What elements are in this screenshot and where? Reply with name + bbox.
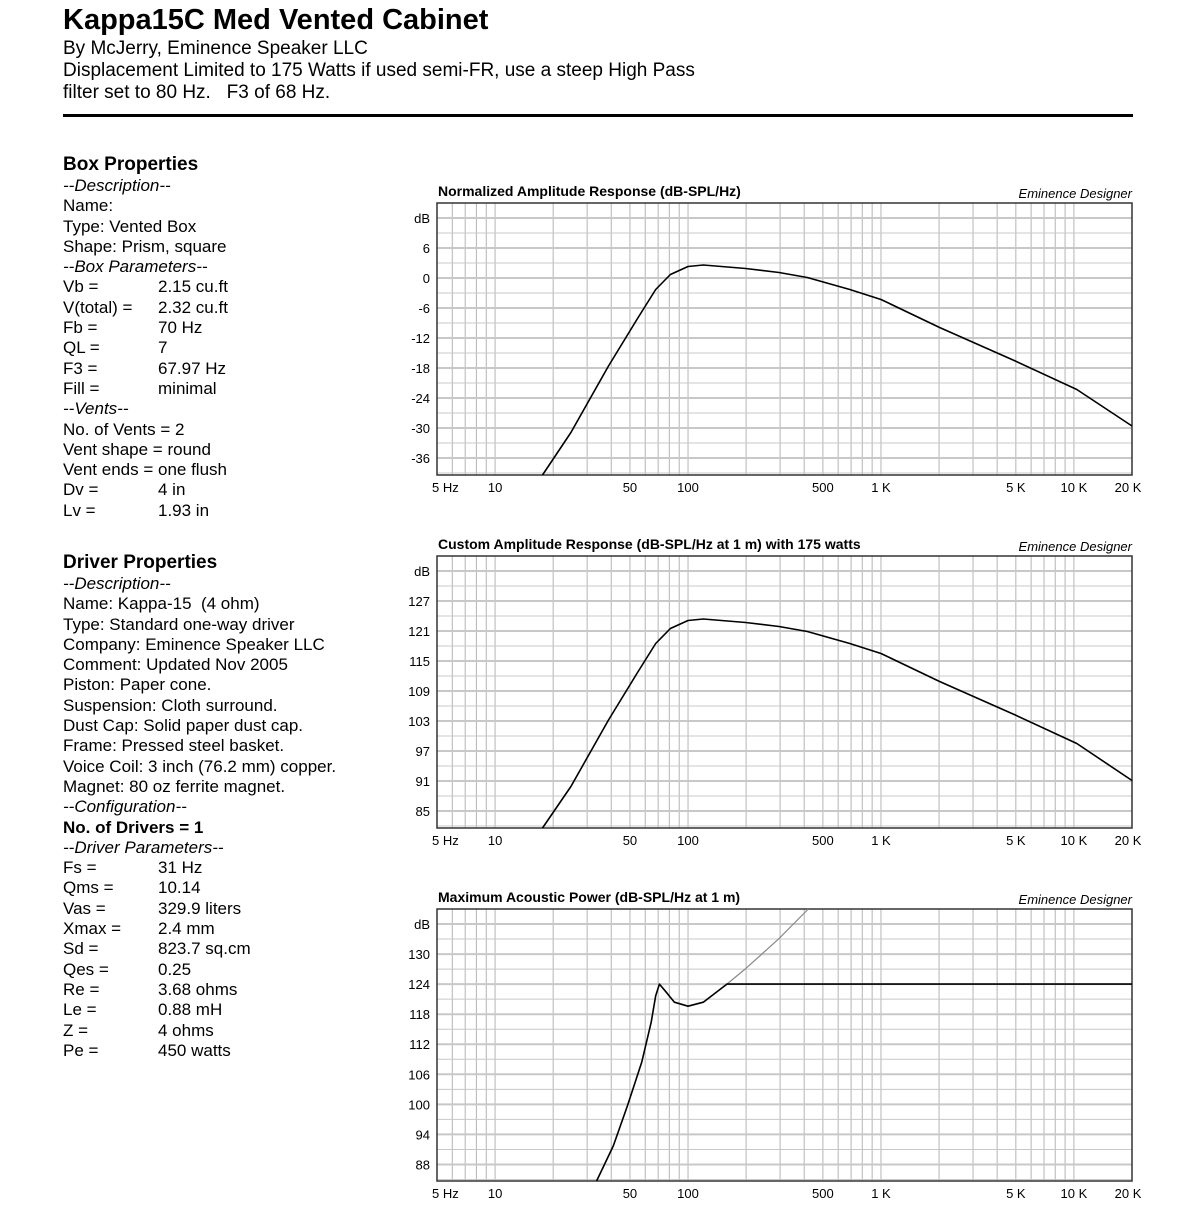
property-label: Vent shape = round [63, 439, 211, 459]
document-title: Kappa15C Med Vented Cabinet [63, 4, 489, 36]
property-label: Name: Kappa-15 (4 ohm) [63, 594, 260, 614]
x-tick-label: 20 K [1114, 833, 1142, 848]
property-line [63, 594, 383, 614]
property-line [63, 696, 383, 716]
property-value: 3.68 ohms [158, 979, 238, 999]
y-tick-label: -6 [418, 301, 430, 316]
property-label: Fill = [63, 378, 100, 398]
y-tick-label: 109 [408, 684, 430, 699]
property-line [63, 615, 383, 635]
x-tick-label: 100 [677, 1186, 699, 1201]
y-tick-label: 85 [415, 804, 430, 819]
chart-title: Normalized Amplitude Response (dB-SPL/Hz) [438, 183, 741, 199]
property-value: 0.88 mH [158, 1000, 223, 1020]
property-row [63, 298, 383, 318]
property-label: Frame: Pressed steel basket. [63, 736, 285, 756]
x-tick-label: 10 K [1060, 480, 1088, 495]
property-value: 2.32 cu.ft [158, 297, 228, 317]
custom-amplitude-chart [400, 526, 1145, 856]
x-tick-label: 500 [812, 833, 834, 848]
property-label: Sd = [63, 939, 99, 959]
x-tick-label: 500 [812, 1186, 834, 1201]
x-tick-label: 5 K [1006, 833, 1026, 848]
property-label: Fs = [63, 858, 97, 878]
y-tick-label: 91 [415, 774, 430, 789]
property-label: --Description-- [63, 176, 171, 195]
property-label: Magnet: 80 oz ferrite magnet. [63, 776, 286, 796]
property-value: 7 [158, 338, 168, 358]
property-label: --Configuration-- [63, 797, 187, 817]
property-row [63, 359, 383, 379]
subsection-label [63, 574, 383, 594]
y-tick-label: 106 [408, 1067, 430, 1083]
property-value: 823.7 sq.cm [158, 939, 251, 959]
subsection-label [63, 838, 383, 858]
property-label: Voice Coil: 3 inch (76.2 mm) copper. [63, 756, 337, 776]
x-tick-label: 5 K [1006, 1186, 1026, 1201]
property-label: Name: [63, 196, 114, 216]
box-properties-section [63, 154, 383, 521]
x-tick-label: 50 [622, 1186, 638, 1201]
property-value: 31 Hz [158, 858, 203, 878]
property-row [63, 379, 383, 399]
property-line [63, 818, 383, 838]
property-label: Piston: Paper cone. [63, 675, 212, 695]
subtitle-author: By McJerry, Eminence Speaker LLC [63, 38, 368, 59]
y-tick-label: dB [414, 917, 430, 933]
property-line [63, 420, 383, 440]
property-row [63, 960, 383, 980]
property-label: --Driver Parameters-- [63, 837, 224, 857]
property-label: No. of Vents = 2 [63, 419, 185, 439]
y-tick-label: 115 [409, 654, 430, 669]
chart-title: Maximum Acoustic Power (dB-SPL/Hz at 1 m) [438, 889, 741, 905]
x-tick-label: 10 [487, 480, 503, 495]
property-label: Xmax = [63, 919, 122, 939]
property-line [63, 736, 383, 756]
property-label: Re = [63, 979, 100, 999]
property-label: --Vents-- [63, 399, 129, 419]
property-label: --Box Parameters-- [63, 257, 208, 277]
property-row [63, 277, 383, 297]
property-row [63, 318, 383, 338]
property-label: --Description-- [63, 574, 171, 593]
property-label: Z = [63, 1020, 89, 1040]
y-tick-label: -36 [411, 451, 430, 466]
property-line [63, 196, 383, 216]
x-tick-label: 50 [622, 480, 638, 495]
subsection-label [63, 797, 383, 817]
x-tick-label: 50 [622, 833, 638, 848]
property-line [63, 217, 383, 237]
y-tick-label: -24 [411, 391, 430, 406]
x-tick-label: 1 K [871, 1186, 891, 1201]
driver-properties-section [63, 552, 383, 1061]
property-label: Shape: Prism, square [63, 236, 227, 256]
x-tick-label: 100 [677, 480, 699, 495]
chart-title: Custom Amplitude Response (dB-SPL/Hz at 1 m) with 175 watts [438, 536, 861, 552]
property-line [63, 777, 383, 797]
y-tick-label: -30 [411, 421, 430, 436]
property-label: Vb = [63, 277, 99, 297]
y-tick-label: 124 [408, 977, 430, 993]
property-label: Suspension: Cloth surround. [63, 695, 278, 715]
y-tick-label: 118 [409, 1007, 430, 1023]
property-row [63, 858, 383, 878]
property-value: 10.14 [158, 878, 201, 898]
property-line [63, 440, 383, 460]
x-tick-label: 1 K [871, 833, 891, 848]
x-tick-label: 1 K [871, 480, 891, 495]
property-value: 450 watts [158, 1040, 231, 1060]
y-tick-label: 103 [408, 714, 430, 729]
y-tick-label: 121 [408, 624, 430, 639]
chart-credit: Eminence Designer [1018, 539, 1132, 554]
property-row [63, 919, 383, 939]
subsection-label [63, 399, 383, 419]
x-tick-label: 5 Hz [432, 480, 459, 495]
property-label: Comment: Updated Nov 2005 [63, 655, 288, 675]
x-tick-label: 20 K [1114, 1186, 1142, 1201]
subtitle-note-2: filter set to 80 Hz. F3 of 68 Hz. [63, 82, 331, 103]
property-label: Lv = [63, 500, 96, 520]
property-label: Dust Cap: Solid paper dust cap. [63, 716, 304, 736]
x-tick-label: 500 [812, 480, 834, 495]
y-tick-label: -12 [411, 331, 430, 346]
y-tick-label: 97 [415, 744, 430, 759]
property-row [63, 980, 383, 1000]
property-line [63, 460, 383, 480]
property-row [63, 1021, 383, 1041]
property-label: Company: Eminence Speaker LLC [63, 634, 325, 654]
x-tick-label: 20 K [1114, 480, 1142, 495]
property-value: 67.97 Hz [158, 358, 227, 378]
y-tick-label: 94 [415, 1127, 430, 1143]
property-row [63, 501, 383, 521]
x-tick-label: 10 K [1060, 1186, 1088, 1201]
property-line [63, 757, 383, 777]
property-row [63, 1000, 383, 1020]
driver-properties-heading: Driver Properties [63, 552, 218, 573]
property-label: Fb = [63, 318, 98, 338]
property-label: V(total) = [63, 297, 133, 317]
chart-credit: Eminence Designer [1018, 186, 1132, 201]
property-row [63, 899, 383, 919]
property-label: Pe = [63, 1040, 99, 1060]
property-value: 4 ohms [158, 1020, 214, 1040]
property-value: 329.9 liters [158, 898, 242, 918]
subsection-label [63, 257, 383, 277]
property-line [63, 237, 383, 257]
property-value: 2.15 cu.ft [158, 277, 228, 297]
y-tick-label: 127 [408, 594, 430, 609]
header-divider [63, 114, 1133, 117]
property-line [63, 716, 383, 736]
property-label: Qes = [63, 959, 109, 979]
property-label: Type: Vented Box [63, 216, 197, 236]
property-label: QL = [63, 338, 100, 358]
property-value: 0.25 [158, 959, 192, 979]
x-tick-label: 5 Hz [432, 833, 459, 848]
y-tick-label: dB [414, 564, 430, 579]
property-row [63, 338, 383, 358]
property-row [63, 480, 383, 500]
x-tick-label: 10 [487, 833, 503, 848]
chart-credit: Eminence Designer [1018, 892, 1132, 907]
property-line [63, 675, 383, 695]
property-row [63, 1041, 383, 1061]
property-value: 2.4 mm [158, 919, 215, 939]
y-tick-label: dB [414, 211, 430, 226]
x-tick-label: 5 K [1006, 480, 1026, 495]
x-tick-label: 10 K [1060, 833, 1088, 848]
y-tick-label: 6 [422, 241, 430, 256]
y-tick-label: 100 [408, 1097, 430, 1113]
subtitle-note-1: Displacement Limited to 175 Watts if used semi-FR, use a steep High Pass [63, 60, 695, 81]
property-value: minimal [158, 378, 217, 398]
property-label: F3 = [63, 358, 98, 378]
property-label: Vas = [63, 898, 106, 918]
property-label: Vent ends = one flush [63, 460, 227, 480]
property-value: 4 in [158, 480, 186, 500]
property-label: Type: Standard one-way driver [63, 614, 295, 634]
subsection-label [63, 176, 383, 196]
max-acoustic-power-chart [400, 879, 1145, 1209]
y-tick-label: 88 [415, 1157, 430, 1173]
property-value: 70 Hz [158, 318, 203, 338]
y-tick-label: 130 [408, 947, 430, 963]
x-tick-label: 5 Hz [432, 1186, 459, 1201]
y-tick-label: -18 [411, 361, 430, 376]
x-tick-label: 10 [487, 1186, 503, 1201]
property-value: 1.93 in [158, 500, 210, 520]
property-label: Le = [63, 1000, 97, 1020]
normalized-amplitude-chart [400, 173, 1145, 503]
property-line [63, 655, 383, 675]
property-line [63, 635, 383, 655]
property-label: Dv = [63, 480, 99, 500]
x-tick-label: 100 [677, 833, 699, 848]
property-label: No. of Drivers = 1 [63, 817, 204, 837]
series-line-excursion-limit [727, 909, 808, 984]
property-row [63, 878, 383, 898]
y-tick-label: 0 [422, 271, 430, 286]
property-label: Qms = [63, 878, 114, 898]
y-tick-label: 112 [409, 1037, 430, 1053]
property-row [63, 939, 383, 959]
box-properties-heading: Box Properties [63, 154, 199, 175]
